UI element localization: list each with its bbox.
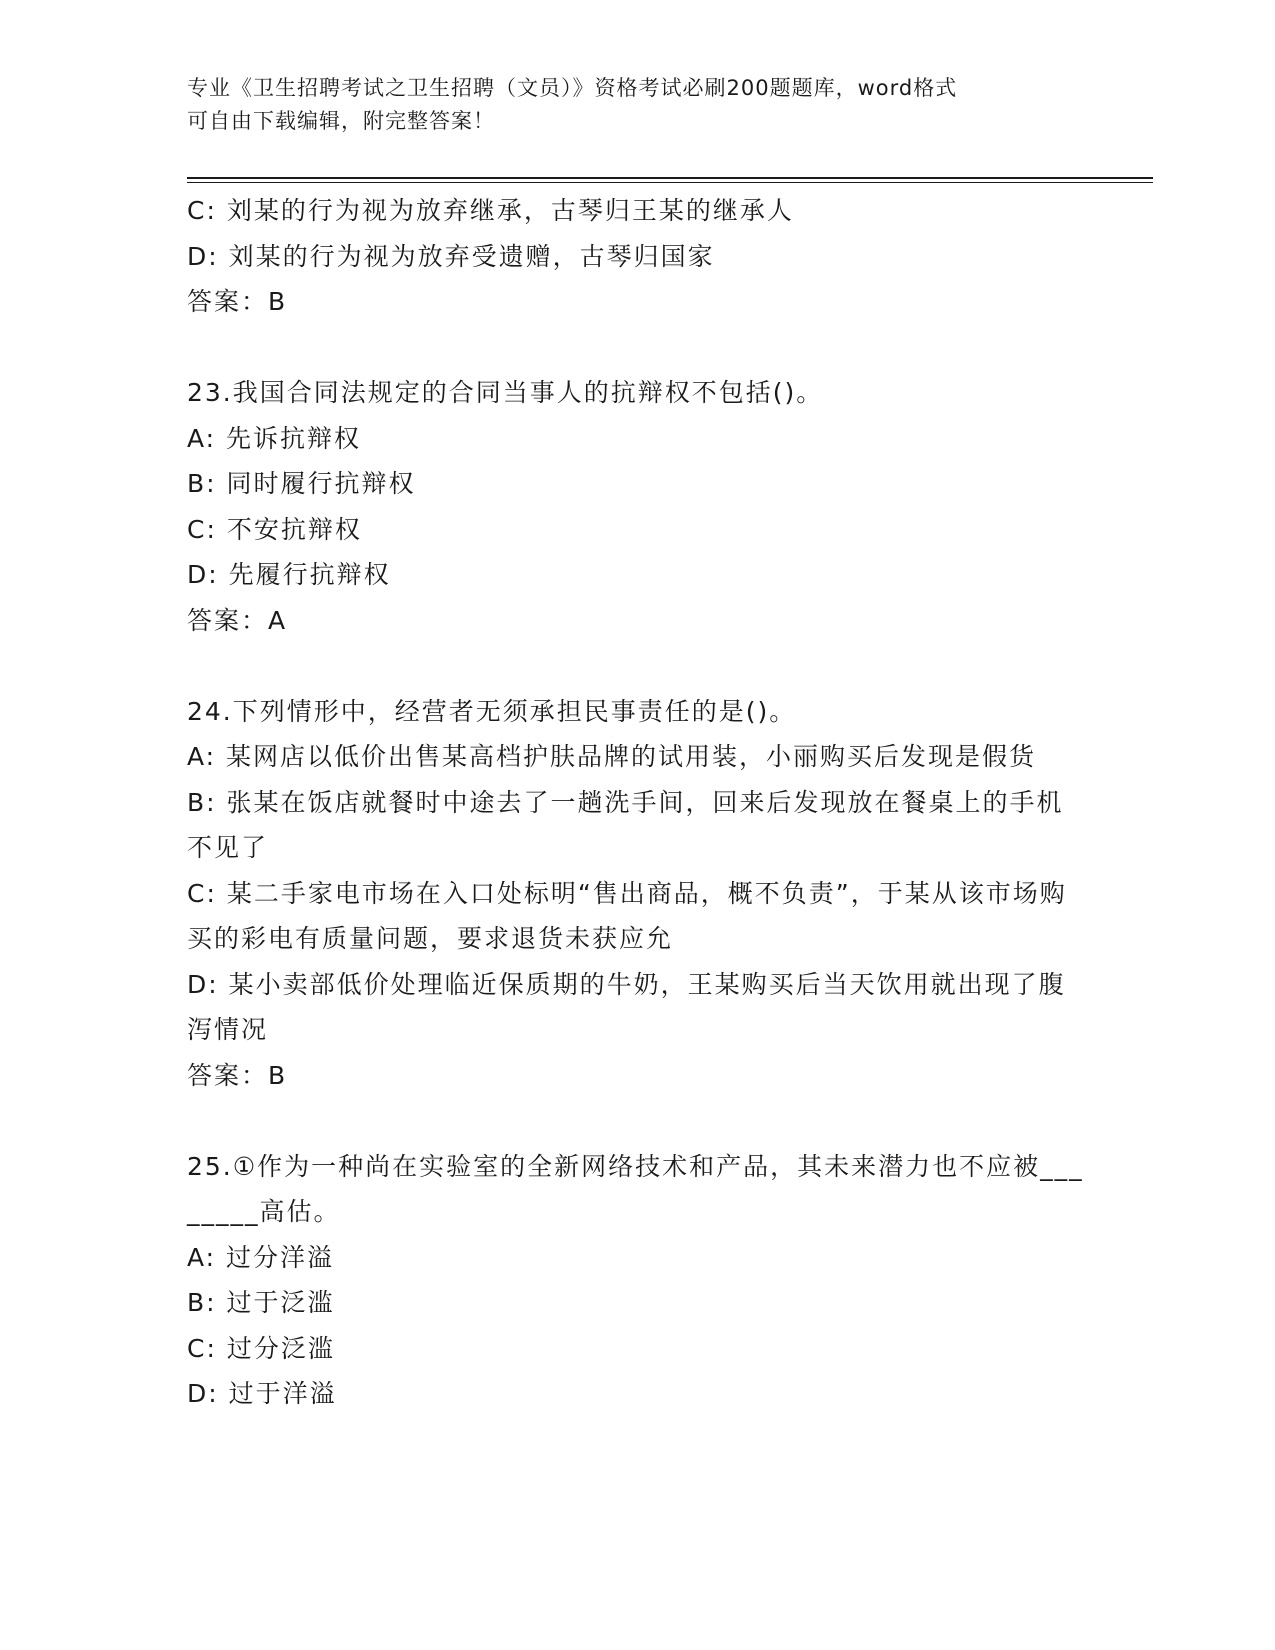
question-fragment <box>187 188 1087 325</box>
option-d: D: 刘某的行为视为放弃受遗赠，古琴归国家 <box>187 241 715 271</box>
answer-label: 答案：B <box>187 287 288 316</box>
option-c: C: 某二手家电市场在入口处标明“售出商品，概不负责”，于某从该市场购买的彩电有质量问题，要求退货未获应允 <box>187 878 1067 953</box>
question-stem: 25.①作为一种尚在实验室的全新网络技术和产品，其未来潜力也不应被________高估。 <box>187 1151 1084 1226</box>
question-list <box>187 188 1087 1417</box>
header-title-line-1: 专业《卫生招聘考试之卫生招聘（文员）》资格考试必刷200题题库，word格式 <box>187 76 958 100</box>
question-23 <box>187 370 1087 643</box>
answer-label: 答案：B <box>187 1060 288 1090</box>
header-divider-thin <box>187 182 1153 183</box>
option-a: A: 先诉抗辩权 <box>187 423 362 453</box>
option-a: A: 某网店以低价出售某高档护肤品牌的试用装，小丽购买后发现是假货 <box>187 742 1037 771</box>
page-header <box>187 72 1067 138</box>
question-24 <box>187 689 1087 1099</box>
header-title-line-2: 可自由下载编辑，附完整答案！ <box>187 109 495 133</box>
spacer <box>187 643 1087 689</box>
option-d: D: 某小卖部低价处理临近保质期的牛奶，王某购买后当天饮用就出现了腹泻情况 <box>187 969 1066 1044</box>
option-b: B: 张某在饭店就餐时中途去了一趟洗手间，回来后发现放在餐桌上的手机不见了 <box>187 787 1064 862</box>
question-stem: 24.下列情形中，经营者无须承担民事责任的是()。 <box>187 696 797 726</box>
spacer <box>187 1098 1087 1144</box>
option-b: B: 同时履行抗辩权 <box>187 469 416 498</box>
option-c: C: 刘某的行为视为放弃继承，古琴归王某的继承人 <box>187 196 794 225</box>
option-d: D: 过于洋溢 <box>187 1379 337 1408</box>
option-a: A: 过分洋溢 <box>187 1242 335 1272</box>
spacer <box>187 325 1087 371</box>
header-divider-thick <box>187 177 1153 179</box>
answer-label: 答案：A <box>187 605 288 635</box>
option-b: B: 过于泛滥 <box>187 1288 335 1317</box>
option-c: C: 不安抗辩权 <box>187 514 362 544</box>
option-d: D: 先履行抗辩权 <box>187 560 391 589</box>
question-stem: 23.我国合同法规定的合同当事人的抗辩权不包括()。 <box>187 378 824 407</box>
question-25 <box>187 1144 1087 1417</box>
option-c: C: 过分泛滥 <box>187 1333 335 1363</box>
